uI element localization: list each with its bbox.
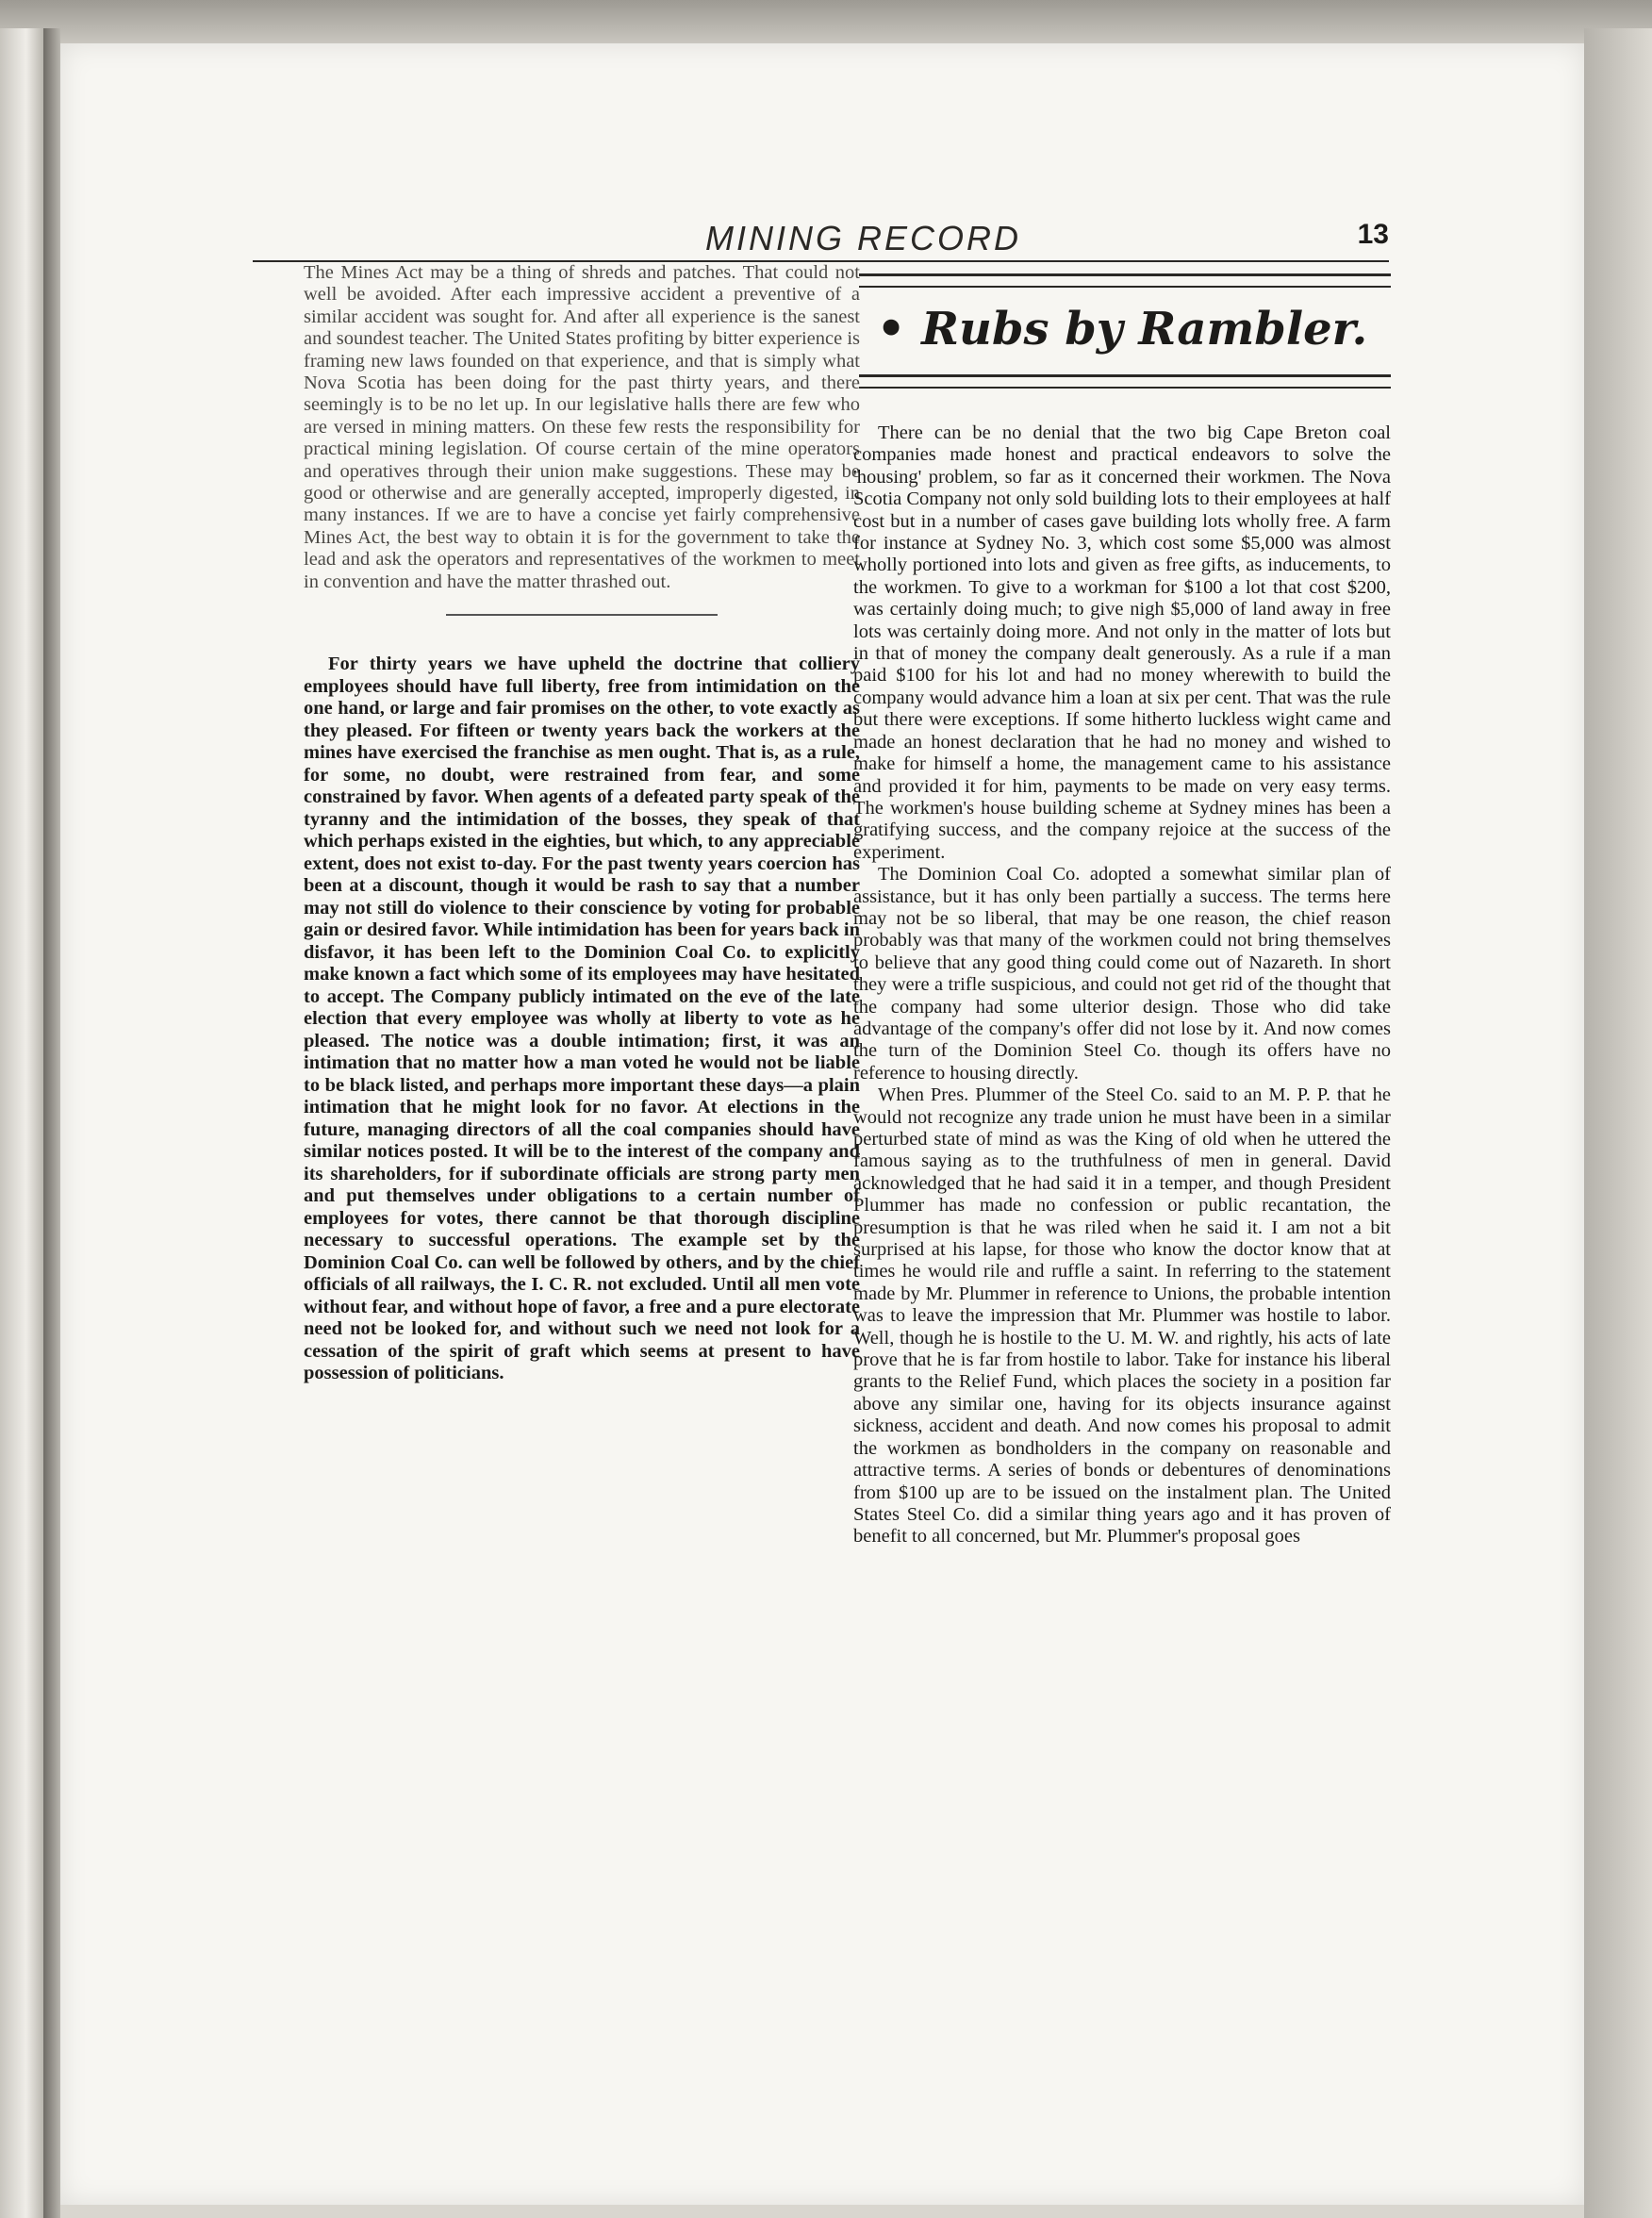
section-divider [446, 614, 718, 616]
running-head: MINING RECORD [705, 219, 1021, 257]
dominion-coal-paragraph: The Dominion Coal Co. adopted a somewhat similar plan of assistance, but it has only been partially a success. The terms here may not be so liberal, that may be one reason, the chief reason probably was that many of the workmen could not bring themselves to believe that any good thing could come out of Nazareth. In short they were a trifle suspicious, and could not get rid of the thought that the company had some ulterior design. Those who did take advantage of the company's offer did not lose by it. And now comes the turn of the Dominion Steel Co. though its offers have no reference to housing directly. [853, 864, 1391, 1084]
book-gutter [43, 28, 60, 2218]
scan-right-edge [1584, 28, 1652, 2218]
election-editorial-paragraph: For thirty years we have upheld the doctrine that colliery employees should have full liberty, free from intimidation on the one hand, or large and fair promises on the other, to vote exactly as they pleased. For fifteen or twenty years back the workers at the mines have exercised the franchise as men ought. That is, as a rule, for some, no doubt, were restrained from fear, and some constrained by favor. When agents of a defeated party speak of the tyranny and the intimidation of the bosses, they speak of that which perhaps existed in the eighties, but which, to any appreciable extent, does not exist to-day. For the past twenty years coercion has been at a discount, though it would be rash to say that a number may not still do violence to their conscience by voting for probable gain or desired favor. While intimidation has been for years back in disfavor, it has been left to the Dominion Coal Co. to explicitly make known a fact which some of its employees may have hesitated to accept. The Company publicly intimated on the eve of the late election that every employee was wholly at liberty to vote as he pleased. The notice was a double intimation; first, it was an intimation that no matter how a man voted he would not be liable to be black listed, and perhaps more important these days—a plain intimation that he might look for no favor. At elections in the future, managing directors of all the coal companies should have similar notices posted. It will be to the interest of the company and its shareholders, for if subordinate officials are strong party men and put themselves under obligations to a certain number of employees for votes, there cannot be that thorough discipline necessary to successful operations. The example set by the Dominion Coal Co. can well be followed by others, and by the chief officials of all railways, the I. C. R. not excluded. Until all men vote without fear, and without hope of favor, a free and a pure electorate need not be looked for, and without such we need not look for a cessation of the spirit of graft which seems at present to have possession of politicians. [304, 654, 860, 1384]
right-column [853, 273, 1391, 1961]
page-number: 13 [1357, 219, 1389, 250]
column-title: • Rubs by Rambler. [876, 303, 1368, 356]
scan-top-edge [0, 0, 1652, 49]
mines-act-paragraph: The Mines Act may be a thing of shreds and patches. That could not well be avoided. After each impressive accident a preventive of a similar accident was sought for. And after all experience is the sanest and soundest teacher. The United States profiting by bitter experience is framing new laws founded on that experience, and that is simply what Nova Scotia has been doing for the past thirty years, and there seemingly is to be no let up. In our legislative halls there are few who are versed in mining matters. On these few rests the responsibility for practical mining legislation. Of course certain of the mine operators and operatives through their union make suggestions. These may be good or otherwise and are generally accepted, improperly digested, in many instances. If we are to have a concise yet fairly comprehensive Mines Act, the best way to obtain it is for the government to take the lead and ask the operators and representatives of the workmen to meet in convention and have the matter thrashed out. [304, 262, 860, 592]
left-column [304, 262, 860, 1903]
housing-paragraph: There can be no denial that the two big Cape Breton coal companies made honest and practical endeavors to solve the 'housing' problem, so far as it concerned their workmen. The Nova Scotia Company not only sold building lots to their employees at half cost but in a number of cases gave building lots wholly free. A farm for instance at Sydney No. 3, which cost some $5,000 was almost wholly portioned into lots and given as free gifts, as inducements, to the workmen. To give to a workman for $100 a lot that cost $200, was certainly doing much; to give nigh $5,000 of land away in free lots was certainly doing more. And not only in the matter of lots but in that of money the company dealt generously. As a rule if a man paid $100 for his lot and had no money wherewith to build the company would advance him a loan at six per cent. That was the rule but there were exceptions. If some hitherto luckless wight came and made an honest declaration that he had no money and wished to make for himself a home, the management came to his assistance and provided it for him, payments to be made on very easy terms. The workmen's house building scheme at Sydney mines has been a gratifying success, and the company rejoice at the success of the experiment. [853, 422, 1391, 863]
page-header [253, 219, 1389, 262]
plummer-paragraph: When Pres. Plummer of the Steel Co. said to an M. P. P. that he would not recognize any trade union he must have been in a similar perturbed state of mind as was the King of old when he uttered the famous saying as to the truthfulness of men in general. David acknowledged that he had said it in a temper, and though President Plummer has made no confession or public recantation, the presumption is that he was riled when he said it. I am not a bit surprised at his lapse, for those who know the doctor know that at times he would rile and ruffle a saint. In referring to the statement made by Mr. Plummer in reference to Unions, the probable intention was to leave the impression that Mr. Plummer was hostile to labor. Well, though he is hostile to the U. M. W. and rightly, his acts of late prove that he is far from hostile to labor. Take for instance his liberal grants to the Relief Fund, which places the society in a position far above any similar one, having for its objects insurance against sickness, accident and death. And now comes his proposal to admit the workmen as bondholders in the company on reasonable and attractive terms. A series of bonds or debentures of denominations from $100 up are to be issued on the instalment plan. The United States Steel Co. did a similar thing years ago and it has proven of benefit to all concerned, but Mr. Plummer's proposal goes [853, 1084, 1391, 1548]
banner-rule-top [859, 273, 1391, 288]
facing-page-edge [0, 28, 45, 2218]
banner-rule-bottom [859, 374, 1391, 389]
